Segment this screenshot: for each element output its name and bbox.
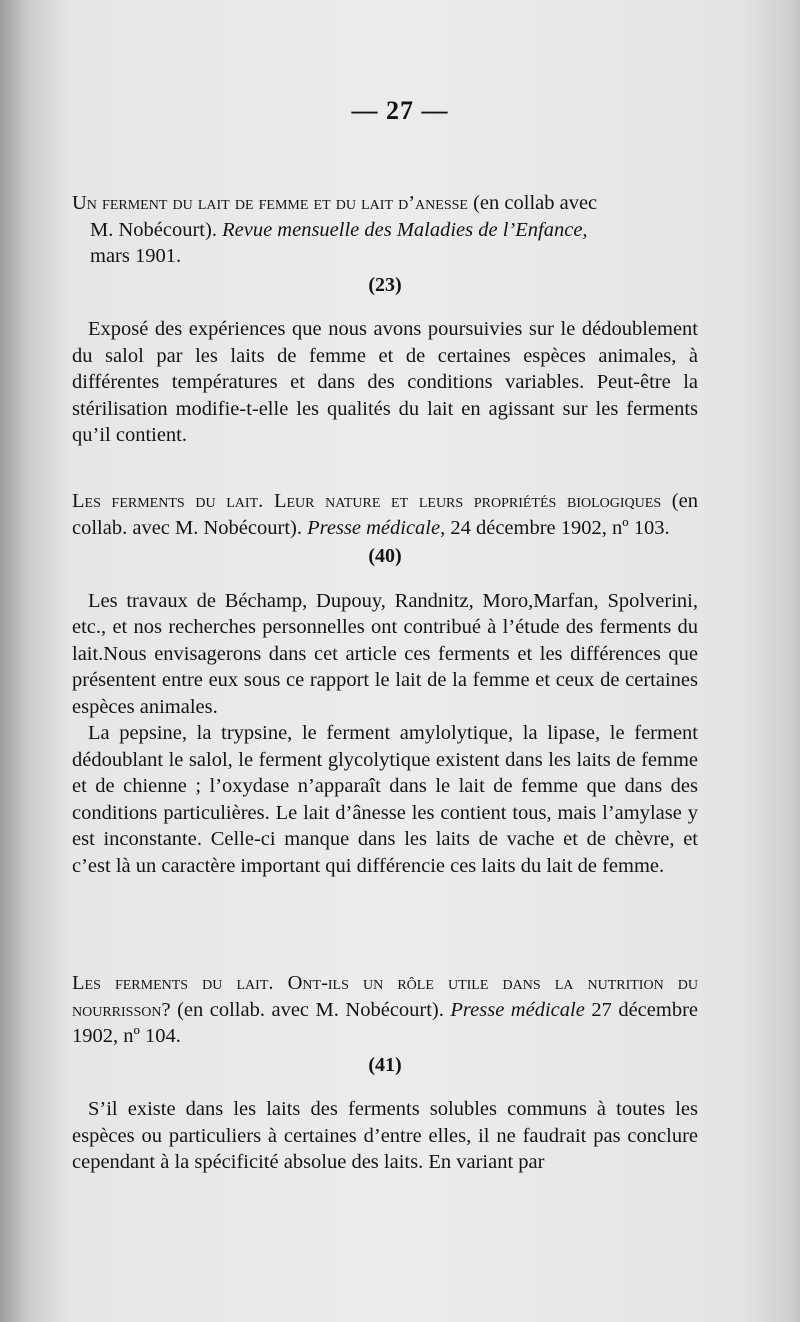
- entry-heading: [72, 488, 698, 541]
- entry-date: 27 décembre 1902, nº 104.: [72, 998, 699, 1047]
- entry-collab: (en collab. avec M. Nobécourt).: [72, 490, 698, 539]
- entry-paragraph: Exposé des expériences que nous avons poursuivies sur le dédoublement du salol par les laits de femme et de certaines espèces animales, à différentes températures et dans des conditions variables. Peut-être la stérilisation modifie-t-elle les qualités du lait en agissant sur les ferments qu’il contient.: [72, 318, 698, 446]
- entry-date: , 24 décembre 1902, nº 103.: [440, 516, 670, 539]
- entry-heading: [72, 970, 698, 1050]
- entry-title: Les ferments du lait. Leur nature et leurs propriétés biologiques: [72, 490, 662, 512]
- entry-number: (23): [368, 273, 402, 296]
- entry-collab: (en collab avec: [467, 192, 598, 214]
- entry-paragraph: Les travaux de Béchamp, Dupouy, Randnitz, Moro,Marfan, Spolverini, etc., et nos recherches personnelles ont contribué à l’étude des ferments du lait.Nous envisagerons dans cet article ces ferments et les différences que présentent entre eux sous ce rapport le lait de la femme et ceux de certaines espèces animales.: [72, 589, 698, 718]
- entry-date: mars 1901.: [90, 245, 182, 267]
- bibliography-entry-40: [72, 488, 698, 879]
- entry-number: (41): [368, 1053, 402, 1076]
- entry-title: Un ferment du lait de femme et du lait d’anesse: [72, 192, 468, 214]
- page-number: — 27 —: [351, 96, 449, 125]
- entry-author: M. Nobécourt).: [90, 218, 223, 241]
- entry-journal: Presse médicale: [307, 516, 441, 539]
- bibliography-entry-23: [72, 190, 698, 449]
- entry-collab: (en collab. avec M. Nobécourt).: [170, 998, 451, 1021]
- entry-journal: Revue mensuelle des Maladies de l’Enfance,: [222, 218, 588, 241]
- entry-paragraph: S’il existe dans les laits des ferments solubles communs à toutes les espèces ou particuliers à certaines d’entre elles, il ne faudrait pas conclure cependant à la spécificité absolue des laits. En variant par: [72, 1098, 698, 1173]
- bibliography-entry-41: [72, 970, 698, 1176]
- entry-journal: Presse médicale: [450, 998, 585, 1021]
- entry-title: Les ferments du lait. Ont-ils un rôle utile dans la nutrition du nourrisson?: [72, 972, 698, 1021]
- entry-heading: [72, 190, 698, 270]
- entry-number: (40): [368, 545, 402, 567]
- entry-paragraph: La pepsine, la trypsine, le ferment amylolytique, la lipase, le ferment dédoublant le salol, le ferment glycolytique existent dans les laits de femme et de chienne ; l’oxydase n’apparaît dans le lait de femme que dans des conditions particulières. Le lait d’ânesse les contient tous, mais l’amylase y est inconstante. Celle-ci manque dans les laits de vache et de chèvre, et c’est là un caractère important qui différencie ces laits du lait de femme.: [72, 722, 698, 877]
